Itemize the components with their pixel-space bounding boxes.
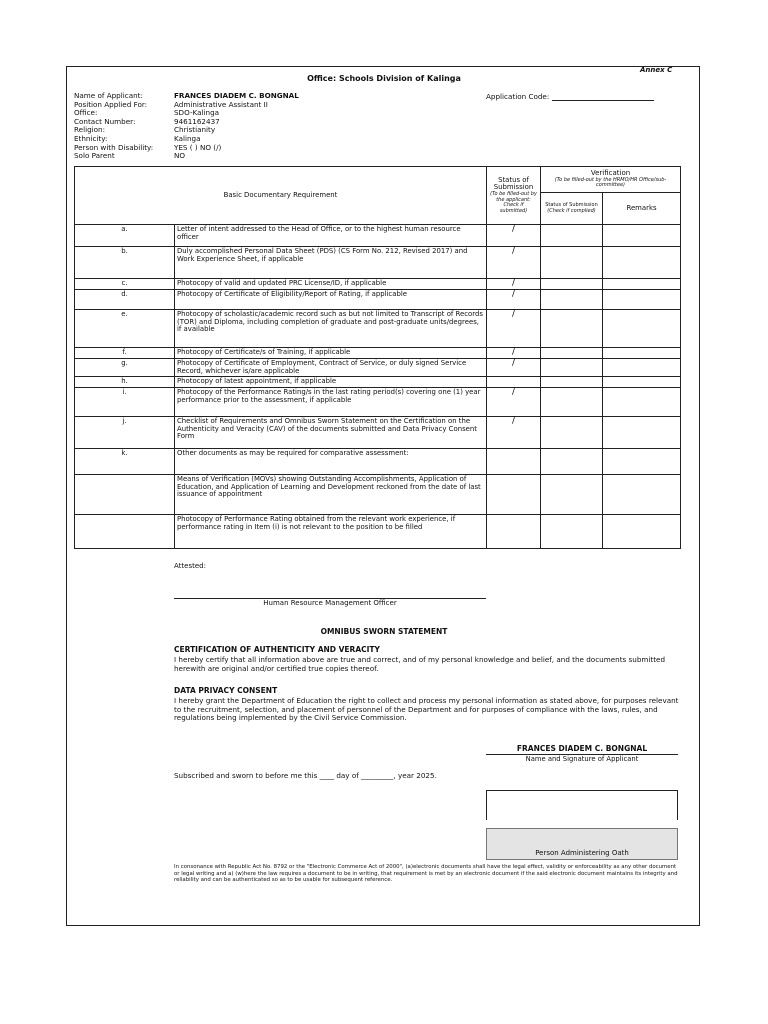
- signature-label: Name and Signature of Applicant: [525, 755, 639, 763]
- privacy-text: I hereby grant the Department of Education the right to collect and process my personal information as stated above, for purposes relevant to the recruitment, selection, and placement of personnel of the Department and for purposes of compliance with the laws, rules, and regulations being implemented by the Civil Service Commission.: [174, 696, 679, 723]
- row-requirement: Photocopy of Certificate of Eligibility/Report of Rating, if applicable: [175, 290, 487, 310]
- row-status-check[interactable]: /: [487, 247, 541, 279]
- applicant-row-label: Solo Parent: [74, 151, 115, 161]
- header-status: [487, 167, 541, 225]
- table-row: [75, 377, 681, 388]
- row-letter: b.: [75, 247, 175, 279]
- row-status-check[interactable]: /: [487, 359, 541, 377]
- header-status-comp-label: Status of Submission: [545, 201, 598, 208]
- header-remarks: Remarks: [603, 193, 681, 225]
- row-verification-check[interactable]: [541, 290, 603, 310]
- signature-name: FRANCES DIADEM C. BONGNAL: [516, 744, 648, 753]
- row-verification-check[interactable]: [541, 279, 603, 290]
- row-letter: d.: [75, 290, 175, 310]
- row-requirement: Duly accomplished Personal Data Sheet (PDS) (CS Form No. 212, Revised 2017) and Work Experience Sheet, if applicable: [175, 247, 487, 279]
- row-status-check[interactable]: [487, 515, 541, 549]
- row-letter: h.: [75, 377, 175, 388]
- row-remarks[interactable]: [603, 359, 681, 377]
- cav-text: I hereby certify that all information above are true and correct, and of my personal knowledge and belief, and the documents submitted herewith are original and/or certified true copies thereof.: [174, 655, 666, 673]
- oath-label-box: [486, 828, 678, 860]
- row-status-check[interactable]: /: [487, 388, 541, 417]
- sworn-statement: Subscribed and sworn to before me this ____ day of _________, year 2025.: [174, 771, 437, 780]
- annex-label: Annex C: [640, 66, 673, 74]
- application-code-field[interactable]: [552, 93, 654, 101]
- row-remarks[interactable]: [603, 225, 681, 247]
- table-row: [75, 475, 681, 515]
- row-verification-check[interactable]: [541, 247, 603, 279]
- applicant-row-value: SDO-Kalinga: [174, 108, 220, 118]
- row-verification-check[interactable]: [541, 388, 603, 417]
- row-requirement: Other documents as may be required for comparative assessment:: [175, 449, 487, 475]
- row-letter: g.: [75, 359, 175, 377]
- application-code-label: Application Code:: [486, 92, 550, 101]
- row-status-check[interactable]: /: [487, 348, 541, 359]
- row-letter: i.: [75, 388, 175, 417]
- row-verification-check[interactable]: [541, 515, 603, 549]
- row-requirement: Photocopy of the Performance Rating/s in the last rating period(s) covering one (1) year performance prior to the assessment, if applicable: [175, 388, 487, 417]
- header-status-comp-note: (Check if complied): [547, 207, 596, 214]
- row-verification-check[interactable]: [541, 225, 603, 247]
- cav-title: CERTIFICATION OF AUTHENTICITY AND VERACITY: [174, 645, 380, 654]
- row-status-check[interactable]: /: [487, 225, 541, 247]
- applicant-row-value: Kalinga: [174, 133, 201, 143]
- office-title: Office: Schools Division of Kalinga: [307, 74, 461, 83]
- header-verification: [541, 167, 681, 193]
- attested-label: Attested:: [174, 562, 206, 570]
- table-row: [75, 359, 681, 377]
- row-verification-check[interactable]: [541, 475, 603, 515]
- row-requirement: Photocopy of Certificate of Employment, Contract of Service, or duly signed Service Record, whichever is/are applicable: [175, 359, 487, 377]
- table-row: [75, 225, 681, 247]
- table-row: [75, 290, 681, 310]
- applicant-row-label: Office:: [74, 108, 98, 118]
- row-status-check[interactable]: [487, 475, 541, 515]
- row-remarks[interactable]: [603, 290, 681, 310]
- application-code: [486, 92, 654, 101]
- row-requirement: Letter of intent addressed to the Head of Office, or to the highest human resource officer: [175, 225, 487, 247]
- row-letter: f.: [75, 348, 175, 359]
- row-requirement: Photocopy of scholastic/academic record such as but not limited to Transcript of Records (TOR) and Diploma, including completion of graduate and post-graduate units/degrees, if available: [175, 310, 487, 348]
- row-status-check[interactable]: [487, 377, 541, 388]
- row-letter: a.: [75, 225, 175, 247]
- row-remarks[interactable]: [603, 348, 681, 359]
- table-row: [75, 449, 681, 475]
- oath-box: [486, 790, 678, 860]
- row-remarks[interactable]: [603, 515, 681, 549]
- applicant-row-value: 9461162437: [174, 116, 220, 126]
- row-verification-check[interactable]: [541, 348, 603, 359]
- applicant-row-value: NO: [174, 151, 186, 161]
- header-status-note: (To be filled-out by the applicant: Check if submitted): [490, 190, 537, 214]
- table-row: [75, 388, 681, 417]
- row-remarks[interactable]: [603, 247, 681, 279]
- hr-officer-label: Human Resource Management Officer: [263, 599, 397, 607]
- row-remarks[interactable]: [603, 377, 681, 388]
- row-remarks[interactable]: [603, 449, 681, 475]
- header-requirement: Basic Documentary Requirement: [75, 167, 487, 225]
- row-status-check[interactable]: /: [487, 290, 541, 310]
- header-status-label: Status of Submission: [493, 175, 534, 192]
- applicant-row-label: Contact Number:: [74, 116, 136, 126]
- row-letter: [75, 515, 175, 549]
- row-status-check[interactable]: /: [487, 310, 541, 348]
- row-remarks[interactable]: [603, 417, 681, 449]
- applicant-row-label: Name of Applicant:: [74, 91, 143, 100]
- row-status-check[interactable]: [487, 449, 541, 475]
- privacy-title: DATA PRIVACY CONSENT: [174, 686, 278, 695]
- row-requirement: Checklist of Requirements and Omnibus Sworn Statement on the Certification on the Authenticity and Veracity (CAV) of the documents submitted and Data Privacy Consent Form: [175, 417, 487, 449]
- row-requirement: Photocopy of latest appointment, if applicable: [175, 377, 487, 388]
- row-letter: j.: [75, 417, 175, 449]
- row-requirement: Photocopy of Certificate/s of Training, if applicable: [175, 348, 487, 359]
- applicant-row-label: Ethnicity:: [74, 133, 108, 143]
- applicant-row-value: FRANCES DIADEM C. BONGNAL: [174, 91, 299, 100]
- row-verification-check[interactable]: [541, 417, 603, 449]
- row-requirement: Photocopy of Performance Rating obtained from the relevant work experience, if performance rating in Item (i) is not relevant to the position to be filled: [175, 515, 487, 549]
- row-verification-check[interactable]: [541, 449, 603, 475]
- row-verification-check[interactable]: [541, 310, 603, 348]
- applicant-row: [74, 152, 299, 161]
- table-row: [75, 417, 681, 449]
- table-row: [75, 310, 681, 348]
- oath-signature-area[interactable]: [486, 790, 678, 820]
- row-status-check[interactable]: /: [487, 417, 541, 449]
- table-row: [75, 247, 681, 279]
- row-remarks[interactable]: [603, 475, 681, 515]
- row-letter: e.: [75, 310, 175, 348]
- applicant-row-label: Position Applied For:: [74, 99, 148, 109]
- applicant-row-label: Religion:: [74, 125, 106, 135]
- applicant-info: [74, 92, 299, 161]
- applicant-row-value: Christianity: [174, 125, 216, 135]
- row-requirement: Photocopy of valid and updated PRC License/ID, if applicable: [175, 279, 487, 290]
- row-letter: [75, 475, 175, 515]
- header-status-complied: [541, 193, 603, 225]
- applicant-row-value: Administrative Assistant II: [174, 99, 268, 109]
- legal-footnote: In consonance with Republic Act No. 8792 or the "Electronic Commerce Act of 2000", (a)electronic documents shall have the legal effect, validity or enforceability as any other document or legal writing and a) (w)here the law requires a document to be in writing, that requirement is met by an electronic document if the said electronic document maintains its integrity and reliability and can be authenticated so as to be usable for subsequent reference.: [174, 864, 678, 884]
- row-status-check[interactable]: /: [487, 279, 541, 290]
- requirements-table: [74, 166, 681, 549]
- applicant-row-value: YES ( ) NO (/): [174, 142, 222, 152]
- row-remarks[interactable]: [603, 310, 681, 348]
- table-row: [75, 279, 681, 290]
- omnibus-title: OMNIBUS SWORN STATEMENT: [320, 627, 448, 636]
- row-remarks[interactable]: [603, 279, 681, 290]
- table-row: [75, 515, 681, 549]
- row-remarks[interactable]: [603, 388, 681, 417]
- row-letter: c.: [75, 279, 175, 290]
- header-verification-label: Verification: [590, 169, 631, 178]
- applicant-row-label: Person with Disability:: [74, 142, 154, 152]
- table-row: [75, 348, 681, 359]
- row-verification-check[interactable]: [541, 359, 603, 377]
- row-verification-check[interactable]: [541, 377, 603, 388]
- header-verification-note: (To be filled-out by the HRMO/HR Office/sub-committee): [554, 176, 667, 189]
- oath-label: Person Administering Oath: [535, 849, 629, 857]
- row-letter: k.: [75, 449, 175, 475]
- row-requirement: Means of Verification (MOVs) showing Outstanding Accomplishments, Application of Education, and Application of Learning and Development reckoned from the date of last issuance of appointment: [175, 475, 487, 515]
